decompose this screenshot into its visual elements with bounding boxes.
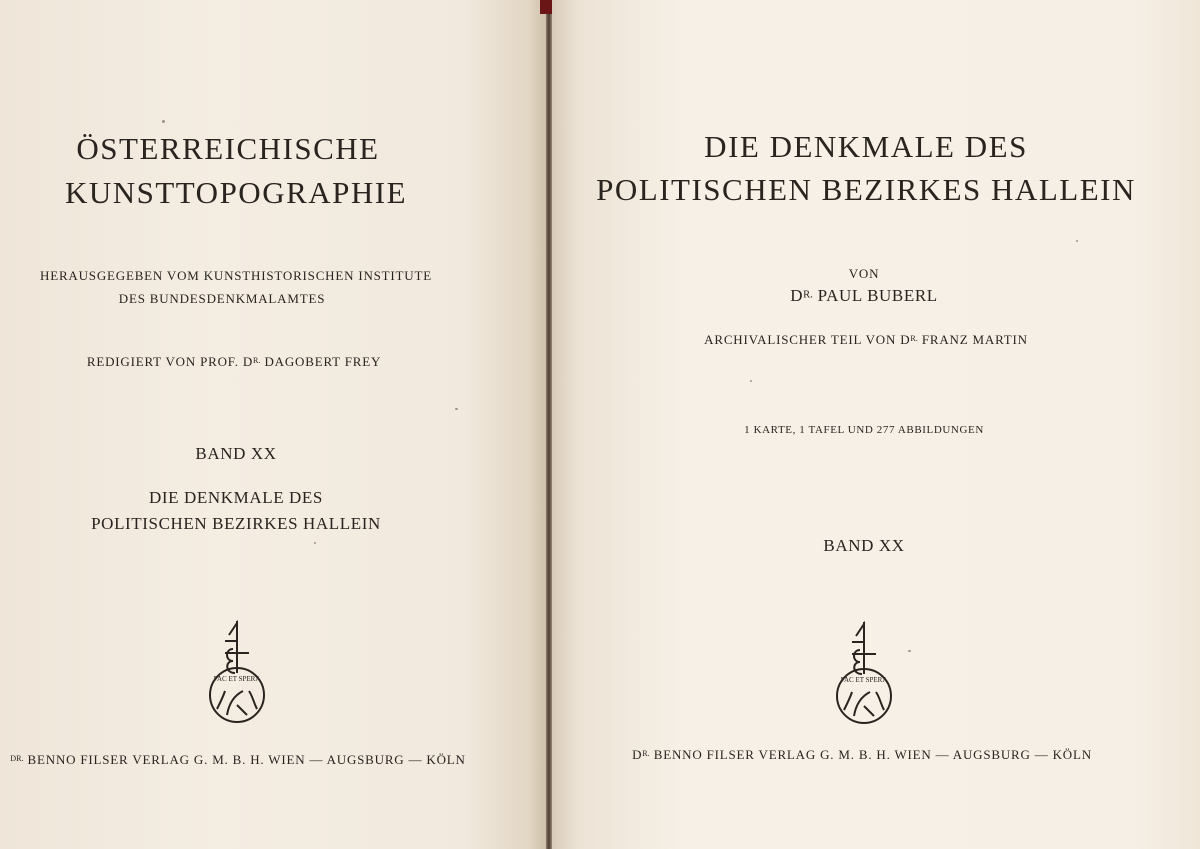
right-page bbox=[552, 0, 1200, 849]
imprint-line: $^{DR.}$ BENNO FILSER VERLAG G. M. B. H. WIEN — AUGSBURG — KÖLN bbox=[10, 752, 466, 767]
left-page bbox=[0, 0, 546, 849]
author-line: $D^{R.}$ PAUL BUBERL bbox=[790, 286, 938, 305]
volume-title-line2: POLITISCHEN BEZIRKES HALLEIN bbox=[91, 514, 381, 533]
volume-title-line1: DIE DENKMALE DES bbox=[149, 488, 323, 507]
main-title-line1: DIE DENKMALE DES bbox=[704, 129, 1028, 164]
volume-number: BAND XX bbox=[195, 444, 277, 463]
by-line: VON bbox=[848, 266, 880, 281]
volume-number: BAND XX bbox=[823, 536, 905, 555]
series-title-line2: KUNSTTOPOGRAPHIE bbox=[64, 175, 408, 210]
publisher-logo bbox=[203, 619, 271, 725]
publisher-logo bbox=[830, 620, 898, 726]
main-title-line2: POLITISCHEN BEZIRKES HALLEIN bbox=[596, 172, 1136, 207]
series-title-line1: ÖSTERREICHISCHE bbox=[76, 131, 380, 166]
editor-line: REDIGIERT VON PROF. $D^{R.}$ DAGOBERT FREY bbox=[86, 354, 382, 369]
imprint-line: $D^{R.}$ BENNO FILSER VERLAG G. M. B. H. WIEN — AUGSBURG — KÖLN bbox=[632, 747, 1092, 762]
archival-line: ARCHIVALISCHER TEIL VON $D^{R.}$ FRANZ MARTIN bbox=[704, 332, 1028, 347]
logo-motto: FAC ET SPERA bbox=[840, 676, 888, 684]
contents-line: 1 KARTE, 1 TAFEL UND 277 ABBILDUNGEN bbox=[744, 424, 984, 436]
logo-motto: FAC ET SPERA bbox=[213, 675, 261, 683]
publisher-line2: DES BUNDESDENKMALAMTES bbox=[118, 291, 326, 306]
publisher-line1: HERAUSGEGEBEN VOM KUNSTHISTORISCHEN INSTITUTE bbox=[40, 268, 432, 283]
